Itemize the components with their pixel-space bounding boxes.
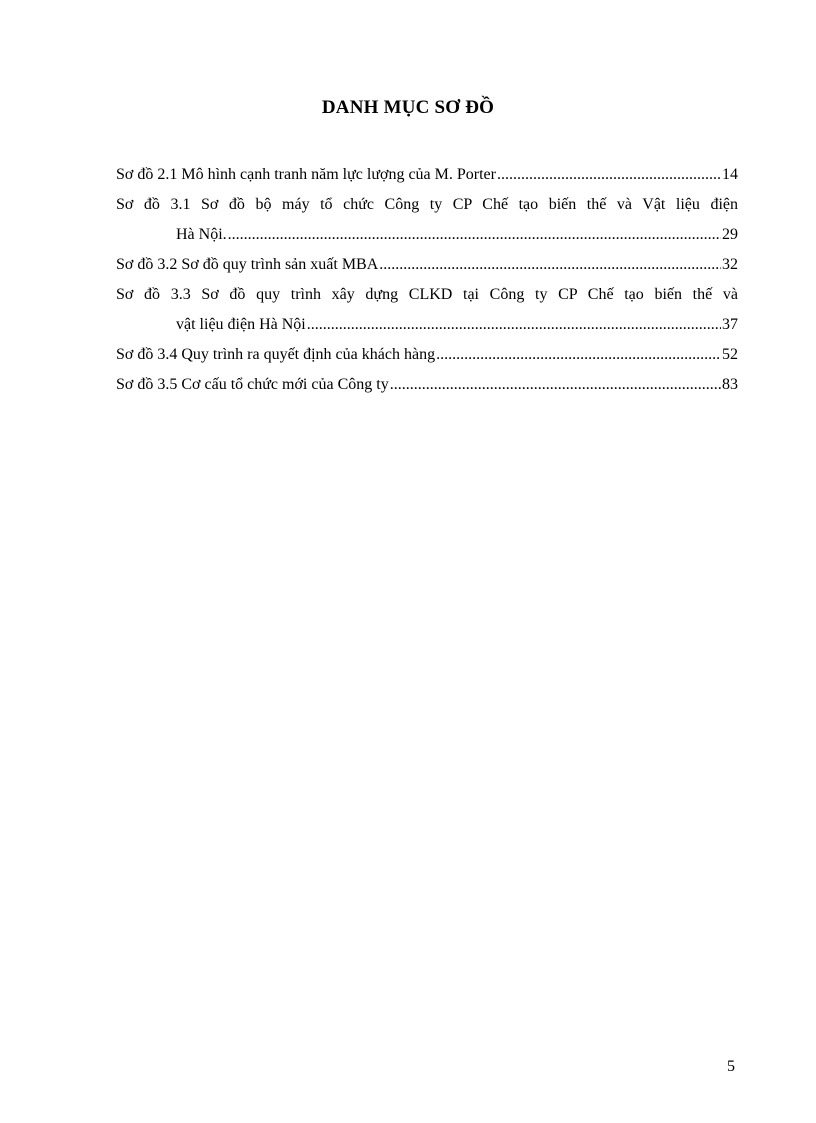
toc-entry-3-3-line2[interactable] [116,310,738,340]
toc-entry-3-1-line1[interactable] [116,190,738,220]
toc-entry-3-1-line2[interactable] [116,220,738,250]
dot-leader [379,250,721,280]
toc-entry-label: Sơ đồ 2.1 Mô hình cạnh tranh năm lực lượng của M. Porter [116,166,496,183]
dot-leader [436,340,721,370]
toc-entry-3-5[interactable] [116,370,738,400]
toc-entry-label: Sơ đồ 3.1 Sơ đồ bộ máy tổ chức Công ty CP Chế tạo biến thế và Vật liệu điện [116,196,738,213]
dot-leader [228,220,721,250]
toc-entry-page: 83 [722,376,738,393]
toc-entry-3-3-line1[interactable] [116,280,738,310]
toc-entry-label-continued: Hà Nội. [176,226,227,243]
page-title: DANH MỤC SƠ ĐỒ [321,97,495,118]
dot-leader [497,160,721,190]
toc-entry-label: Sơ đồ 3.3 Sơ đồ quy trình xây dựng CLKD tại Công ty CP Chế tạo biến thế và [116,286,738,303]
toc-entry-3-4[interactable] [116,340,738,370]
toc-entry-page: 37 [722,316,738,333]
table-of-contents [116,160,738,400]
toc-entry-page: 29 [722,226,738,243]
dot-leader [390,370,721,400]
toc-entry-2-1[interactable] [116,160,738,190]
toc-entry-label-continued: vật liệu điện Hà Nội [176,316,306,333]
toc-entry-label: Sơ đồ 3.2 Sơ đồ quy trình sản xuất MBA [116,256,379,273]
toc-entry-label: Sơ đồ 3.4 Quy trình ra quyết định của khách hàng [116,346,436,363]
dot-leader [307,310,721,340]
toc-entry-page: 52 [722,346,738,363]
toc-entry-label: Sơ đồ 3.5 Cơ cấu tổ chức mới của Công ty [116,376,389,393]
page-number: 5 [727,1058,735,1075]
toc-entry-page: 14 [722,166,738,183]
toc-entry-3-2[interactable] [116,250,738,280]
toc-entry-page: 32 [722,256,738,273]
